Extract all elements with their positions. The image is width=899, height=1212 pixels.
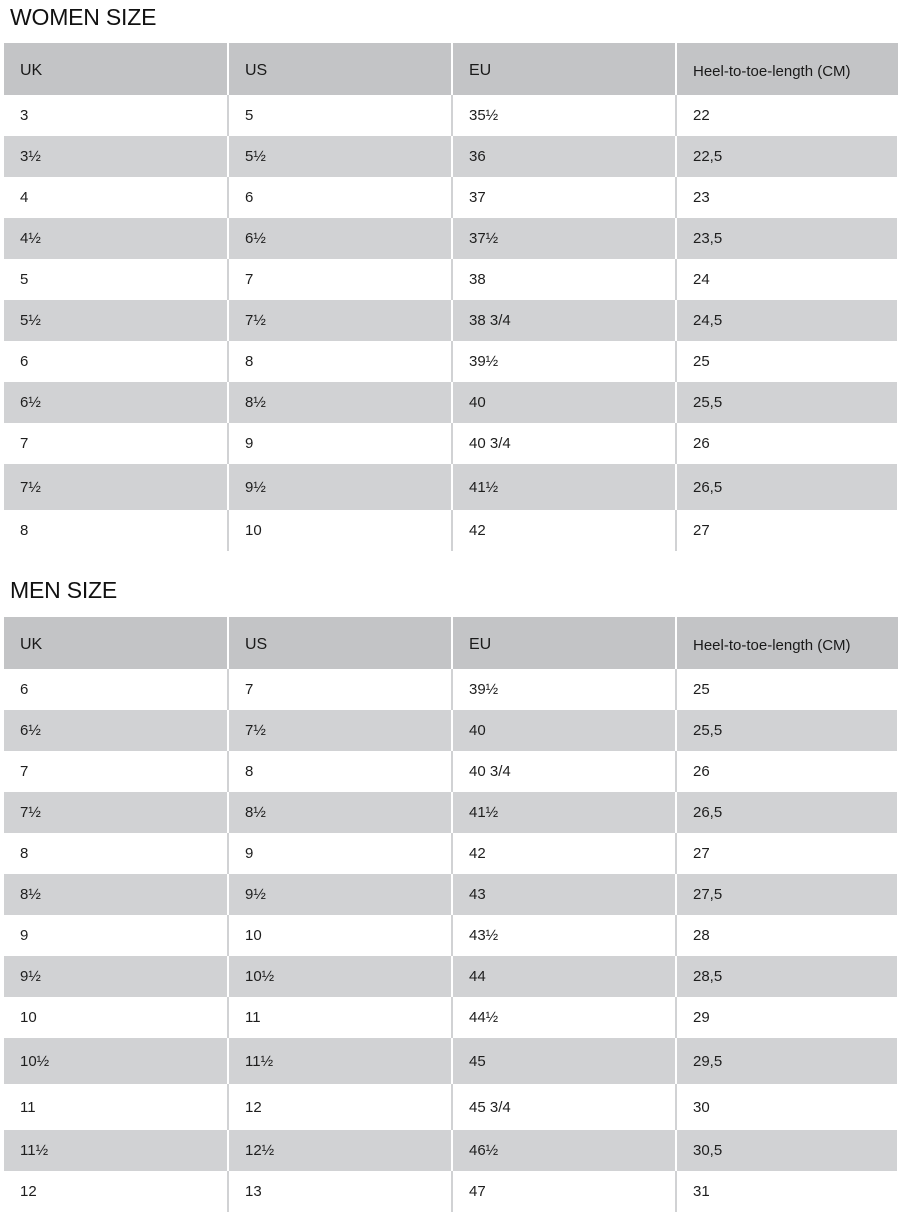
- cell-us: 9½: [228, 874, 452, 915]
- header-us: US: [228, 617, 452, 669]
- cell-heel-to-toe: 23,5: [676, 218, 898, 259]
- table-row: [4, 136, 898, 177]
- cell-heel-to-toe: 26: [693, 435, 710, 452]
- table-row: [4, 341, 898, 382]
- table-row: [4, 833, 898, 874]
- cell-eu: 38 3/4: [452, 300, 676, 341]
- cell-heel-to-toe: 30: [693, 1098, 710, 1116]
- table-row: [4, 1130, 898, 1171]
- cell-uk: 7: [4, 423, 228, 464]
- cell-heel-to-toe: 26,5: [676, 464, 898, 510]
- cell-heel-to-toe: 25: [693, 353, 710, 370]
- cell-eu: 41½: [452, 464, 676, 510]
- table-row: [4, 874, 898, 915]
- cell-eu: 37½: [452, 218, 676, 259]
- table-row: [4, 1171, 898, 1212]
- cell-us: 7½: [228, 300, 452, 341]
- table-row: [4, 218, 898, 259]
- cell-eu: 44: [452, 956, 676, 997]
- cell-heel-to-toe: 29,5: [676, 1038, 898, 1084]
- cell-uk: 8½: [4, 874, 228, 915]
- cell-uk: 4½: [4, 218, 228, 259]
- cell-heel-to-toe: 31: [693, 1183, 710, 1200]
- cell-eu: 42: [452, 833, 676, 874]
- cell-us: 5: [228, 95, 452, 136]
- cell-us: 5½: [228, 136, 452, 177]
- cell-eu: 35½: [452, 95, 676, 136]
- table-header-row: [4, 43, 898, 95]
- cell-eu: 43: [452, 874, 676, 915]
- cell-heel-to-toe: 24,5: [676, 300, 898, 341]
- cell-us: 11½: [228, 1038, 452, 1084]
- cell-uk: 11: [4, 1084, 228, 1130]
- cell-uk: 4: [4, 177, 228, 218]
- table-row: [4, 956, 898, 997]
- cell-uk: 10: [4, 997, 228, 1038]
- cell-us: 8½: [228, 382, 452, 423]
- cell-us: 10: [228, 510, 452, 551]
- table-row: [4, 1084, 898, 1130]
- cell-us: 9: [228, 833, 452, 874]
- cell-uk: 7½: [4, 792, 228, 833]
- cell-eu: 38: [452, 259, 676, 300]
- cell-uk: 10½: [4, 1038, 228, 1084]
- cell-uk: 6: [4, 341, 228, 382]
- cell-eu: 40: [452, 382, 676, 423]
- table-row: [4, 669, 898, 710]
- cell-uk: 8: [4, 833, 228, 874]
- cell-eu: 37: [452, 177, 676, 218]
- cell-us: 11: [228, 997, 452, 1038]
- cell-heel-to-toe: 22: [693, 107, 710, 124]
- cell-heel-to-toe: 24: [693, 271, 710, 288]
- cell-uk: 6: [4, 669, 228, 710]
- header-eu: EU: [452, 617, 676, 669]
- cell-heel-to-toe: 29: [693, 1009, 710, 1026]
- cell-uk: 9½: [4, 956, 228, 997]
- table-row: [4, 382, 898, 423]
- table-row: [4, 510, 898, 551]
- cell-uk: 5½: [4, 300, 228, 341]
- cell-uk: 8: [4, 510, 228, 551]
- header-heel-to-toe: Heel-to-toe-length (CM): [676, 43, 898, 95]
- cell-heel-to-toe: 27: [693, 522, 710, 539]
- cell-us: 7½: [228, 710, 452, 751]
- cell-uk: 6½: [4, 710, 228, 751]
- women-size-rows: [4, 95, 898, 551]
- header-eu: EU: [452, 43, 676, 95]
- cell-us: 12: [228, 1084, 452, 1130]
- cell-us: 6½: [228, 218, 452, 259]
- cell-uk: 5: [4, 259, 228, 300]
- men-size-title: MEN SIZE: [10, 577, 118, 603]
- cell-heel-to-toe: 22,5: [676, 136, 898, 177]
- cell-eu: 36: [452, 136, 676, 177]
- cell-us: 8: [228, 751, 452, 792]
- cell-us: 10: [228, 915, 452, 956]
- cell-us: 7: [228, 669, 452, 710]
- cell-uk: 3½: [4, 136, 228, 177]
- table-header-row: [4, 617, 898, 669]
- cell-heel-to-toe: 28: [693, 927, 710, 944]
- cell-uk: 7: [4, 751, 228, 792]
- men-size-rows: [4, 669, 898, 1212]
- cell-eu: 46½: [452, 1130, 676, 1171]
- cell-uk: 9: [4, 915, 228, 956]
- women-size-table: [4, 43, 899, 551]
- table-row: [4, 792, 898, 833]
- cell-heel-to-toe: 25: [693, 681, 710, 698]
- table-row: [4, 464, 898, 510]
- cell-heel-to-toe: 27: [693, 845, 710, 862]
- header-uk: UK: [4, 617, 228, 669]
- cell-uk: 7½: [4, 464, 228, 510]
- cell-eu: 40 3/4: [452, 751, 676, 792]
- women-size-title: WOMEN SIZE: [10, 4, 157, 30]
- cell-heel-to-toe: 26: [693, 763, 710, 780]
- header-uk: UK: [4, 43, 228, 95]
- cell-heel-to-toe: 30,5: [676, 1130, 898, 1171]
- table-row: [4, 177, 898, 218]
- cell-uk: 12: [4, 1171, 228, 1212]
- cell-us: 6: [228, 177, 452, 218]
- cell-us: 8: [228, 341, 452, 382]
- cell-us: 10½: [228, 956, 452, 997]
- cell-eu: 40 3/4: [452, 423, 676, 464]
- cell-heel-to-toe: 23: [693, 189, 710, 206]
- cell-us: 9½: [228, 464, 452, 510]
- table-row: [4, 423, 898, 464]
- table-row: [4, 95, 898, 136]
- table-row: [4, 915, 898, 956]
- cell-heel-to-toe: 28,5: [676, 956, 898, 997]
- cell-us: 8½: [228, 792, 452, 833]
- table-row: [4, 751, 898, 792]
- table-row: [4, 997, 898, 1038]
- cell-uk: 3: [4, 95, 228, 136]
- cell-eu: 39½: [452, 341, 676, 382]
- cell-eu: 40: [452, 710, 676, 751]
- men-size-table: [4, 617, 899, 1212]
- cell-us: 9: [228, 423, 452, 464]
- cell-eu: 39½: [452, 669, 676, 710]
- cell-us: 7: [228, 259, 452, 300]
- cell-eu: 44½: [452, 997, 676, 1038]
- cell-eu: 42: [452, 510, 676, 551]
- cell-eu: 47: [452, 1171, 676, 1212]
- cell-eu: 41½: [452, 792, 676, 833]
- cell-eu: 45: [452, 1038, 676, 1084]
- header-heel-to-toe: Heel-to-toe-length (CM): [676, 617, 898, 669]
- cell-heel-to-toe: 27,5: [676, 874, 898, 915]
- table-row: [4, 1038, 898, 1084]
- cell-heel-to-toe: 25,5: [676, 710, 898, 751]
- cell-heel-to-toe: 25,5: [676, 382, 898, 423]
- cell-us: 13: [228, 1171, 452, 1212]
- cell-us: 12½: [228, 1130, 452, 1171]
- table-row: [4, 300, 898, 341]
- table-row: [4, 259, 898, 300]
- table-row: [4, 710, 898, 751]
- cell-heel-to-toe: 26,5: [676, 792, 898, 833]
- cell-eu: 45 3/4: [452, 1084, 676, 1130]
- cell-uk: 6½: [4, 382, 228, 423]
- header-us: US: [228, 43, 452, 95]
- cell-uk: 11½: [4, 1130, 228, 1171]
- cell-eu: 43½: [452, 915, 676, 956]
